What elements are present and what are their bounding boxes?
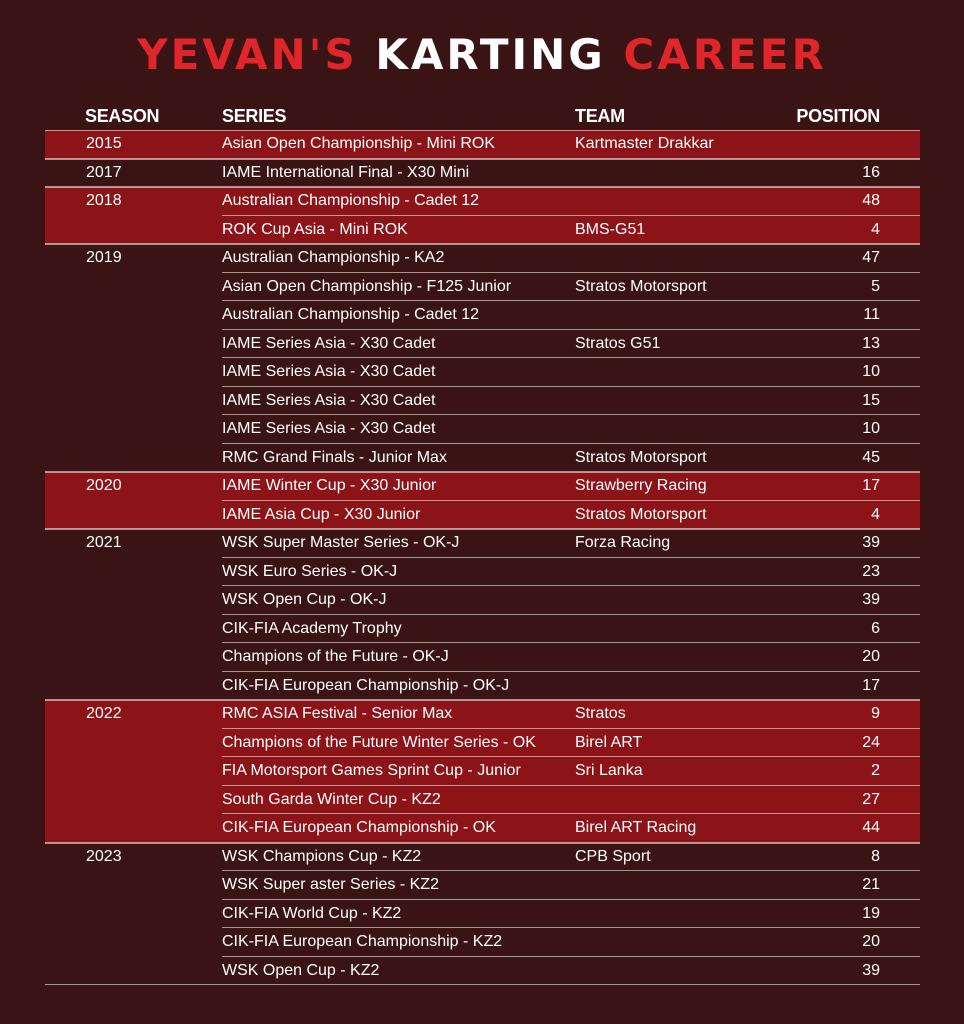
table-row (45, 615, 920, 644)
position-cell: 47 (862, 249, 880, 266)
series-cell: IAME Series Asia - X30 Cadet (222, 334, 436, 352)
table-row (45, 928, 920, 957)
table-row (45, 814, 920, 843)
header-team: TEAM (575, 106, 625, 126)
series-cell: CIK-FIA World Cup - KZ2 (222, 904, 402, 922)
series-cell: ROK Cup Asia - Mini ROK (222, 220, 408, 238)
series-cell: WSK Open Cup - KZ2 (222, 961, 380, 979)
position-cell: 17 (862, 477, 880, 494)
table-row (45, 586, 920, 615)
table-row (45, 415, 920, 444)
position-cell: 11 (863, 306, 880, 323)
table-row (45, 900, 920, 929)
position-cell: 9 (871, 705, 880, 722)
team-cell: Birel ART Racing (575, 819, 697, 836)
position-cell: 44 (862, 819, 880, 836)
header-position: POSITION (796, 106, 880, 126)
series-cell: Australian Championship - Cadet 12 (222, 306, 480, 323)
series-cell: South Garda Winter Cup - KZ2 (222, 790, 441, 808)
team-cell: Sri Lanka (575, 762, 643, 779)
team-cell: Birel ART (575, 733, 643, 751)
season-label: 2018 (86, 192, 122, 209)
series-cell: Asian Open Championship - Mini ROK (222, 135, 496, 152)
season-label: 2023 (86, 847, 122, 865)
table-row (45, 757, 920, 786)
season-label: 2022 (86, 705, 122, 722)
team-cell: Stratos Motorsport (575, 505, 707, 523)
position-cell: 20 (862, 933, 880, 950)
series-cell: FIA Motorsport Games Sprint Cup - Junior (222, 762, 521, 779)
table-row (45, 244, 920, 273)
position-cell: 24 (862, 733, 880, 751)
season-group (45, 244, 920, 472)
season-group (45, 187, 920, 244)
table-row (45, 558, 920, 587)
position-cell: 10 (862, 420, 880, 437)
team-cell: CPB Sport (575, 847, 651, 865)
table-row (45, 672, 920, 701)
series-cell: RMC ASIA Festival - Senior Max (222, 705, 453, 722)
series-cell: IAME Series Asia - X30 Cadet (222, 363, 436, 380)
position-cell: 6 (871, 619, 880, 637)
series-cell: Asian Open Championship - F125 Junior (222, 277, 512, 295)
series-cell: WSK Super aster Series - KZ2 (222, 876, 439, 893)
table-row (45, 187, 920, 216)
position-cell: 27 (862, 790, 880, 808)
position-cell: 13 (862, 334, 880, 352)
table-row (45, 216, 920, 245)
position-cell: 8 (871, 847, 880, 865)
table-row (45, 786, 920, 815)
position-cell: 10 (862, 363, 880, 380)
table-header (45, 102, 920, 130)
position-cell: 45 (862, 448, 880, 466)
results-table (45, 130, 920, 985)
table-row (45, 643, 920, 672)
series-cell: RMC Grand Finals - Junior Max (222, 448, 447, 466)
season-group (45, 529, 920, 700)
position-cell: 19 (862, 904, 880, 922)
series-cell: WSK Open Cup - OK-J (222, 591, 387, 608)
season-group (45, 700, 920, 843)
season-label: 2015 (86, 135, 122, 152)
header-series: SERIES (222, 106, 287, 126)
season-group (45, 130, 920, 159)
team-cell: Stratos (575, 705, 626, 722)
table-row (45, 871, 920, 900)
position-cell: 23 (862, 562, 880, 580)
header-season: SEASON (85, 106, 160, 126)
team-cell: Forza Racing (575, 534, 671, 551)
series-cell: CIK-FIA European Championship - KZ2 (222, 933, 503, 950)
position-cell: 4 (871, 505, 880, 523)
season-group (45, 843, 920, 986)
position-cell: 2 (871, 762, 880, 779)
table-row (45, 700, 920, 729)
table-row (45, 501, 920, 530)
position-cell: 16 (862, 163, 880, 181)
position-cell: 39 (862, 961, 880, 979)
season-label: 2019 (86, 249, 122, 266)
title-part-3: CAREER (623, 30, 827, 79)
title-part-2: KARTING (375, 30, 606, 79)
team-cell: BMS-G51 (575, 220, 646, 238)
season-group (45, 472, 920, 529)
position-cell: 5 (871, 277, 880, 295)
position-cell: 39 (862, 591, 880, 608)
team-cell: Stratos Motorsport (575, 448, 707, 466)
table-row (45, 273, 920, 302)
position-cell: 21 (862, 876, 880, 893)
table-row (45, 729, 920, 758)
table-row (45, 444, 920, 473)
series-cell: WSK Euro Series - OK-J (222, 562, 398, 580)
team-cell: Strawberry Racing (575, 477, 707, 494)
season-label: 2021 (86, 534, 122, 551)
title-part-1: YEVAN'S (137, 30, 358, 79)
series-cell: IAME Asia Cup - X30 Junior (222, 505, 421, 523)
position-cell: 17 (862, 676, 880, 694)
series-cell: IAME Winter Cup - X30 Junior (222, 477, 437, 494)
team-cell: Stratos G51 (575, 334, 661, 352)
season-group (45, 159, 920, 188)
series-cell: CIK-FIA European Championship - OK (222, 819, 496, 836)
season-label: 2017 (86, 163, 122, 181)
table-row (45, 159, 920, 188)
table-row (45, 472, 920, 501)
position-cell: 48 (862, 192, 880, 209)
page-title (0, 30, 964, 80)
table-row (45, 387, 920, 416)
position-cell: 39 (862, 534, 880, 551)
table-row (45, 843, 920, 872)
table-row (45, 358, 920, 387)
position-cell: 4 (871, 220, 880, 238)
series-cell: Australian Championship - Cadet 12 (222, 192, 480, 209)
series-cell: IAME International Final - X30 Mini (222, 163, 470, 181)
table-row (45, 301, 920, 330)
position-cell: 15 (862, 391, 880, 409)
position-cell: 20 (862, 648, 880, 665)
table-row (45, 957, 920, 986)
series-cell: WSK Champions Cup - KZ2 (222, 847, 422, 865)
team-cell: Stratos Motorsport (575, 277, 707, 295)
series-cell: WSK Super Master Series - OK-J (222, 534, 460, 551)
table-row (45, 529, 920, 558)
season-label: 2020 (86, 477, 122, 494)
series-cell: IAME Series Asia - X30 Cadet (222, 420, 436, 437)
series-cell: IAME Series Asia - X30 Cadet (222, 391, 436, 409)
series-cell: CIK-FIA Academy Trophy (222, 619, 402, 637)
series-cell: Champions of the Future - OK-J (222, 648, 449, 665)
series-cell: Champions of the Future Winter Series - OK (222, 733, 536, 751)
series-cell: Australian Championship - KA2 (222, 249, 445, 266)
series-cell: CIK-FIA European Championship - OK-J (222, 676, 510, 694)
table-row (45, 330, 920, 359)
table-row (45, 130, 920, 159)
team-cell: Kartmaster Drakkar (575, 135, 714, 152)
